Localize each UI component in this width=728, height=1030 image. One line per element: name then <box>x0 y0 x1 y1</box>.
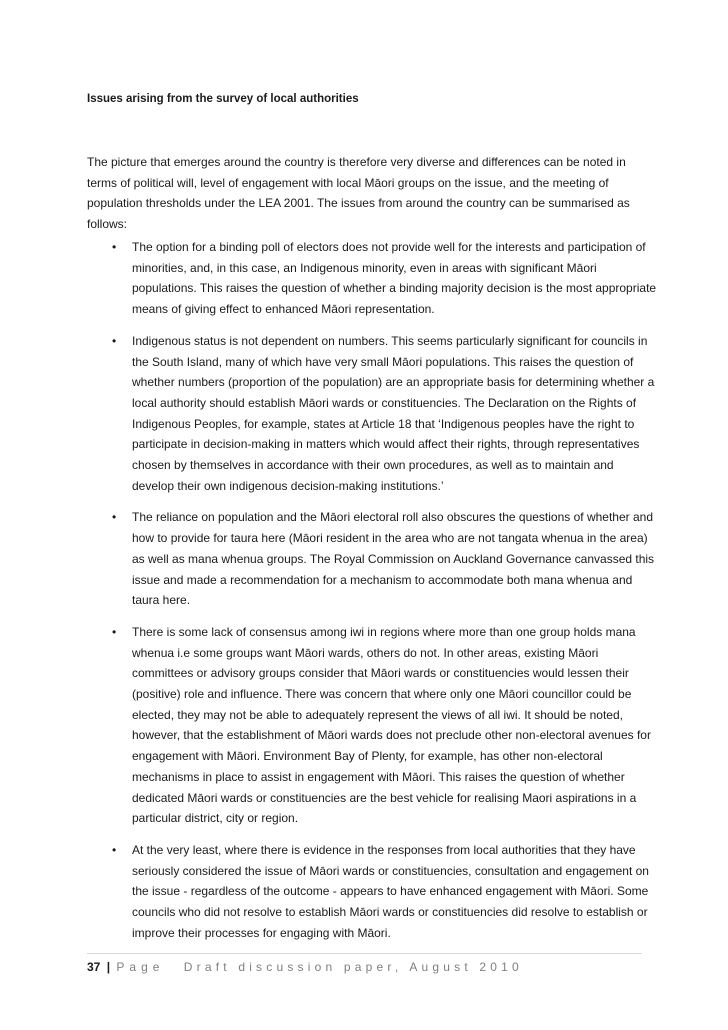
list-item-text: There is some lack of consensus among iwi in regions where more than one group holds mana whenua i.e some groups want Māori wards, others do not. In other areas, existing Māori committees or advisory groups consider that Māori wards or constituencies would lessen their (positive) role and influence. There was concern that where only one Māori councillor could be elected, they may not be able to adequately represent the views of all iwi. It should be noted, however, that the establishment of Māori wards does not preclude other non-electoral avenues for engagement with Māori. Environment Bay of Plenty, for example, has other non-electoral mechanisms in place to assist in engagement with Māori. This raises the question of whether dedicated Māori wards or constituencies are the best vehicle for realising Maori aspirations in a particular district, city or region. <box>132 624 651 826</box>
list-item <box>87 331 657 497</box>
list-item <box>87 237 657 320</box>
list-item-text: Indigenous status is not dependent on numbers. This seems particularly significant for councils in the South Island, many of which have very small Māori populations. This raises the question of whether numbers (proportion of the population) are an appropriate basis for determining whether a local authority should establish Māori wards or constituencies. The Declaration on the Rights of Indigenous Peoples, for example, states at Article 18 that ‘Indigenous peoples have the right to participate in decision-making in matters which would affect their rights, through representatives chosen by themselves in accordance with their own procedures, as well as to maintain and develop their own indigenous decision-making institutions.’ <box>132 333 655 493</box>
page-footer <box>87 953 642 976</box>
list-item-text: The option for a binding poll of electors does not provide well for the interests and participation of minorities, and, in this case, an Indigenous minority, even in areas with significant Māori populations. This raises the question of whether a binding majority decision is the most appropriate means of giving effect to enhanced Māori representation. <box>132 240 657 317</box>
list-item <box>87 840 657 944</box>
footer-separator: | <box>106 960 111 974</box>
bullet-icon: • <box>112 842 117 857</box>
list-item-text: At the very least, where there is evidence in the responses from local authorities that they have seriously considered the issue of Māori wards or constituencies, consultation and engagement on the issue - regardless of the outcome - appears to have enhanced engagement with Māori. Some councils who did not resolve to establish Māori wards or constituencies did resolve to establish or improve their processes for engaging with Māori. <box>132 842 649 940</box>
list-item <box>87 622 657 829</box>
bullet-icon: • <box>112 240 117 254</box>
bullet-icon: • <box>112 510 117 525</box>
footer-title: Draft discussion paper, August 2010 <box>183 960 523 974</box>
list-item <box>87 507 657 611</box>
section-heading: Issues arising from the survey of local authorities <box>87 93 359 105</box>
issues-list <box>87 237 657 955</box>
page-number: 37 <box>87 960 101 974</box>
bullet-icon: • <box>112 333 117 348</box>
intro-paragraph: The picture that emerges around the country is therefore very diverse and differences can be noted in terms of political will, level of engagement with local Māori groups on the issue, and the meeting of population thresholds under the LEA 2001. The issues from around the country can be summarised as follows: <box>87 155 630 231</box>
page-label: Page <box>116 960 165 974</box>
bullet-icon: • <box>112 624 117 639</box>
list-item-text: The reliance on population and the Māori electoral roll also obscures the questions of whether and how to provide for taura here (Māori resident in the area who are not tangata whenua in the area) as well as mana whenua groups. The Royal Commission on Auckland Governance canvassed this issue and made a recommendation for a mechanism to accommodate both mana whenua and taura here. <box>132 510 655 608</box>
